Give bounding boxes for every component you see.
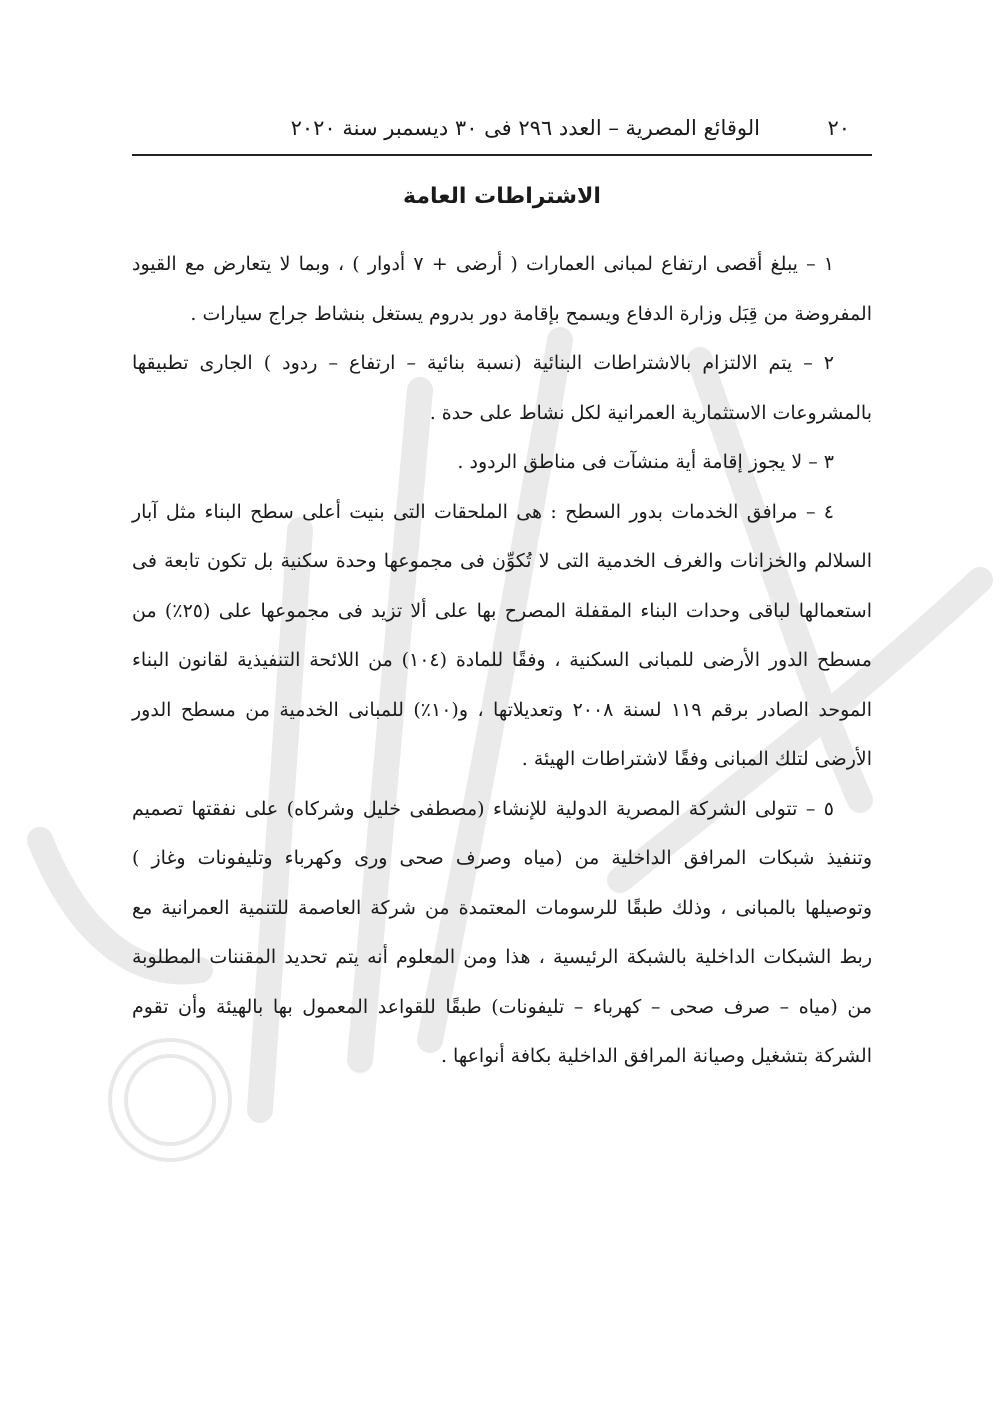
paragraph-5: ٥ – تتولى الشركة المصرية الدولية للإنشاء (مصطفى خليل وشركاه) على نفقتها تصميم وتنفيذ شبكات المرافق الداخلية من (مياه وصرف صحى ورى وكهرباء وتليفونات وغاز ) وتوصيلها بالمبانى ، وذلك طبقًا للرسومات المعتمدة من شركة العاصمة للتنمية العمرانية مع ربط الشبكات الداخلية بالشبكة الرئيسية ، هذا ومن المعلوم أنه يتم تحديد المقننات المطلوبة من (مياه – صرف صحى – كهرباء – تليفونات) طبقًا للقواعد المعمول بها بالهيئة وأن تقوم الشركة بتشغيل وصيانة المرافق الداخلية بكافة أنواعها .	[132, 797, 872, 1067]
section-title: الاشتراطات العامة	[403, 184, 601, 209]
paragraph-1: ١ – يبلغ أقصى ارتفاع لمبانى العمارات ( أرضى + ٧ أدوار ) ، وبما لا يتعارض مع القيود المفروضة من قِبَل وزارة الدفاع ويسمح بإقامة دور بدروم يستغل بنشاط جراج سيارات .	[132, 253, 872, 325]
page-header	[132, 108, 872, 156]
page-number: ٢٠	[827, 116, 850, 140]
document-body	[132, 240, 872, 1082]
running-head: الوقائع المصرية – العدد ٢٩٦ فى ٣٠ ديسمبر سنة ٢٠٢٠	[290, 116, 760, 140]
paragraph-3: ٣ – لا يجوز إقامة أية منشآت فى مناطق الردود .	[457, 451, 834, 473]
paragraph-4: ٤ – مرافق الخدمات بدور السطح : هى الملحقات التى بنيت أعلى سطح البناء مثل آبار السلالم والخزانات والغرف الخدمية التى لا تُكوِّن فى مجموعها وحدة سكنية بل تكون تابعة فى استعمالها لباقى وحدات البناء المقفلة المصرح بها على ألا تزيد فى مجموعها على (٢٥٪) من مسطح الدور الأرضى للمبانى السكنية ، وفقًا للمادة (١٠٤) من اللائحة التنفيذية لقانون البناء الموحد الصادر برقم ١١٩ لسنة ٢٠٠٨ وتعديلاتها ، و(١٠٪) للمبانى الخدمية من مسطح الدور الأرضى لتلك المبانى وفقًا لاشتراطات الهيئة .	[132, 500, 872, 770]
paragraph-2: ٢ – يتم الالتزام بالاشتراطات البنائية (نسبة بنائية – ارتفاع – ردود ) الجارى تطبيقها بالمشروعات الاستثمارية العمرانية لكل نشاط على حدة .	[132, 352, 872, 424]
